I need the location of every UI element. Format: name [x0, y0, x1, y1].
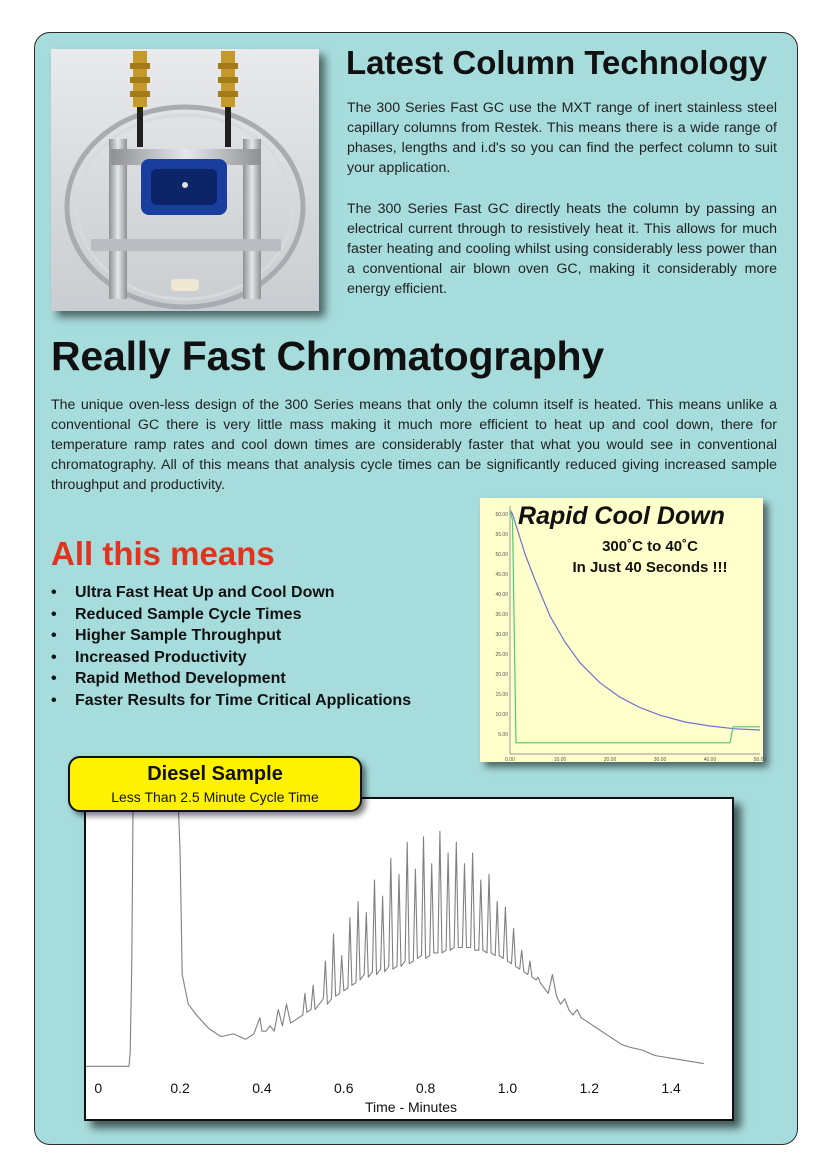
list-item: • Faster Results for Time Critical Applications [51, 690, 411, 712]
y-tick-label: 30.00 [495, 632, 508, 638]
y-tick-label: 40.00 [495, 592, 508, 598]
y-tick-label: 50.00 [495, 552, 508, 558]
chromatogram-trace [86, 799, 704, 1066]
fast-section-title: Really Fast Chromatography [51, 333, 604, 379]
diesel-subtitle: Less Than 2.5 Minute Cycle Time [111, 789, 319, 805]
y-tick-label: 35.00 [495, 612, 508, 618]
diesel-title: Diesel Sample [147, 763, 283, 785]
x-axis-label: Time - Minutes [364, 1099, 458, 1115]
x-tick-label: 40.00 [703, 757, 717, 763]
x-tick-label: 0 [94, 1080, 103, 1096]
cool-down-subtitle-1: 300˚C to 40˚C [602, 538, 698, 555]
y-tick-label: 60.00 [495, 512, 508, 518]
x-tick-label: 0.00 [505, 757, 515, 763]
chromatogram-chart [84, 797, 734, 1121]
list-item: • Rapid Method Development [51, 668, 411, 690]
cool-down-subtitle-2: In Just 40 Seconds !!! [572, 559, 728, 576]
bullet: • [51, 605, 57, 623]
benefits-title: All this means [51, 535, 275, 572]
x-tick-label: 30.00 [653, 757, 667, 763]
x-tick-label: 50.00 [753, 757, 767, 763]
benefits-list [51, 582, 411, 712]
list-item: • Higher Sample Throughput [51, 625, 411, 647]
bullet: • [51, 648, 57, 666]
x-tick-label: 20.00 [603, 757, 617, 763]
y-tick-label: 55.00 [495, 532, 508, 538]
diesel-sample-label [68, 756, 362, 812]
y-tick-label: 5.00 [498, 732, 508, 738]
bullet: • [51, 691, 57, 709]
column-section-title: Latest Column Technology [346, 44, 768, 81]
fast-section-paragraph: The unique oven-less design of the 300 Series means that only the column itself is heated. This means unlike a conventional GC there is very little mass making it much more efficient to heat up and cool down, there for temperature ramp rates and cool down times are considerably faster that what you would see in conventional chromatography. All of this means that analysis cycle times can be significantly reduced giving increased sample throughput and productivity. [51, 397, 777, 493]
y-tick-label: 15.00 [495, 692, 508, 698]
cool-down-title: Rapid Cool Down [518, 502, 725, 530]
column-paragraph-2: The 300 Series Fast GC directly heats the column by passing an electrical current through to resistively heat it. This allows for much faster heating and cooling whilst using considerably less power than a conventional air blown oven GC, making it considerably more energy efficient. [347, 201, 777, 297]
bullet: • [51, 584, 57, 601]
x-tick-label: 1.0 [497, 1080, 518, 1096]
list-item: • Reduced Sample Cycle Times [51, 604, 411, 626]
x-tick-label: 0.6 [334, 1080, 354, 1096]
y-tick-label: 25.00 [495, 652, 508, 658]
list-item: • Increased Productivity [51, 647, 411, 669]
bullet: • [51, 627, 57, 645]
chromatogram-plot [86, 799, 732, 1119]
x-tick-label: 0.2 [170, 1080, 190, 1096]
column-photo [51, 49, 319, 311]
x-tick-label: 0.8 [415, 1080, 436, 1096]
x-tick-label: 10.00 [553, 757, 567, 763]
bullet: • [51, 670, 57, 688]
column-assembly-illustration [51, 49, 319, 311]
list-item: • Ultra Fast Heat Up and Cool Down [51, 582, 411, 604]
x-tick-label: 1.2 [579, 1080, 599, 1096]
cool-down-chart [480, 498, 767, 763]
y-tick-label: 45.00 [495, 572, 508, 578]
x-tick-label: 0.4 [252, 1080, 272, 1096]
y-tick-label: 10.00 [495, 712, 508, 718]
column-paragraph-1: The 300 Series Fast GC use the MXT range of inert stainless steel capillary columns from Restek. This means there is a wide range of phases, lengths and i.d's so you can find the perfect column to suit your application. [347, 100, 777, 176]
x-tick-label: 1.4 [661, 1080, 681, 1096]
y-tick-label: 20.00 [495, 672, 508, 678]
